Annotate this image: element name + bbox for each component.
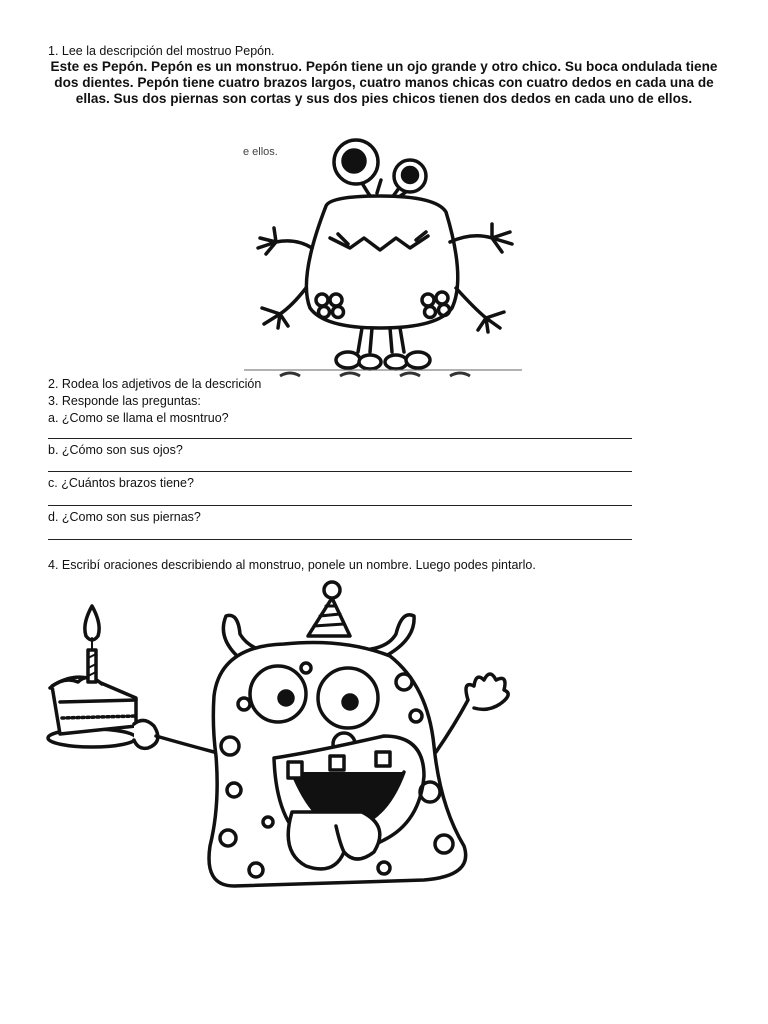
party-monster-coloring-image xyxy=(44,576,524,896)
question-4-heading: 4. Escribí oraciones describiendo al monstruo, ponele un nombre. Luego podes pintarlo. xyxy=(48,558,536,572)
answer-line-c[interactable] xyxy=(48,505,632,506)
question-c: c. ¿Cuántos brazos tiene? xyxy=(48,476,194,490)
pepon-monster-image xyxy=(240,138,524,376)
answer-line-b[interactable] xyxy=(48,471,632,472)
question-2-heading: 2. Rodea los adjetivos de la descrición xyxy=(48,377,262,391)
monster-description: Este es Pepón. Pepón es un monstruo. Pepón tiene un ojo grande y otro chico. Su boca ondulada tiene dos dientes. Pepón tiene cuatro brazos largos, cuatro manos chicas con cuatro dedos en cada una de ellas. Sus dos piernas son cortas y sus dos pies chicos tienen dos dedos en cada uno de ellos. xyxy=(50,59,718,107)
answer-line-a[interactable] xyxy=(48,438,632,439)
answer-line-d[interactable] xyxy=(48,539,632,540)
pepon-drawing xyxy=(240,138,524,376)
question-b: b. ¿Cómo son sus ojos? xyxy=(48,443,183,457)
question-a: a. ¿Como se llama el mosntruo? xyxy=(48,411,229,425)
question-1-heading: 1. Lee la descripción del mostruo Pepón. xyxy=(48,44,275,58)
image-caption: e ellos. xyxy=(243,146,278,158)
question-d: d. ¿Como son sus piernas? xyxy=(48,510,201,524)
party-monster-drawing xyxy=(44,576,524,896)
question-3-heading: 3. Responde las preguntas: xyxy=(48,394,201,408)
